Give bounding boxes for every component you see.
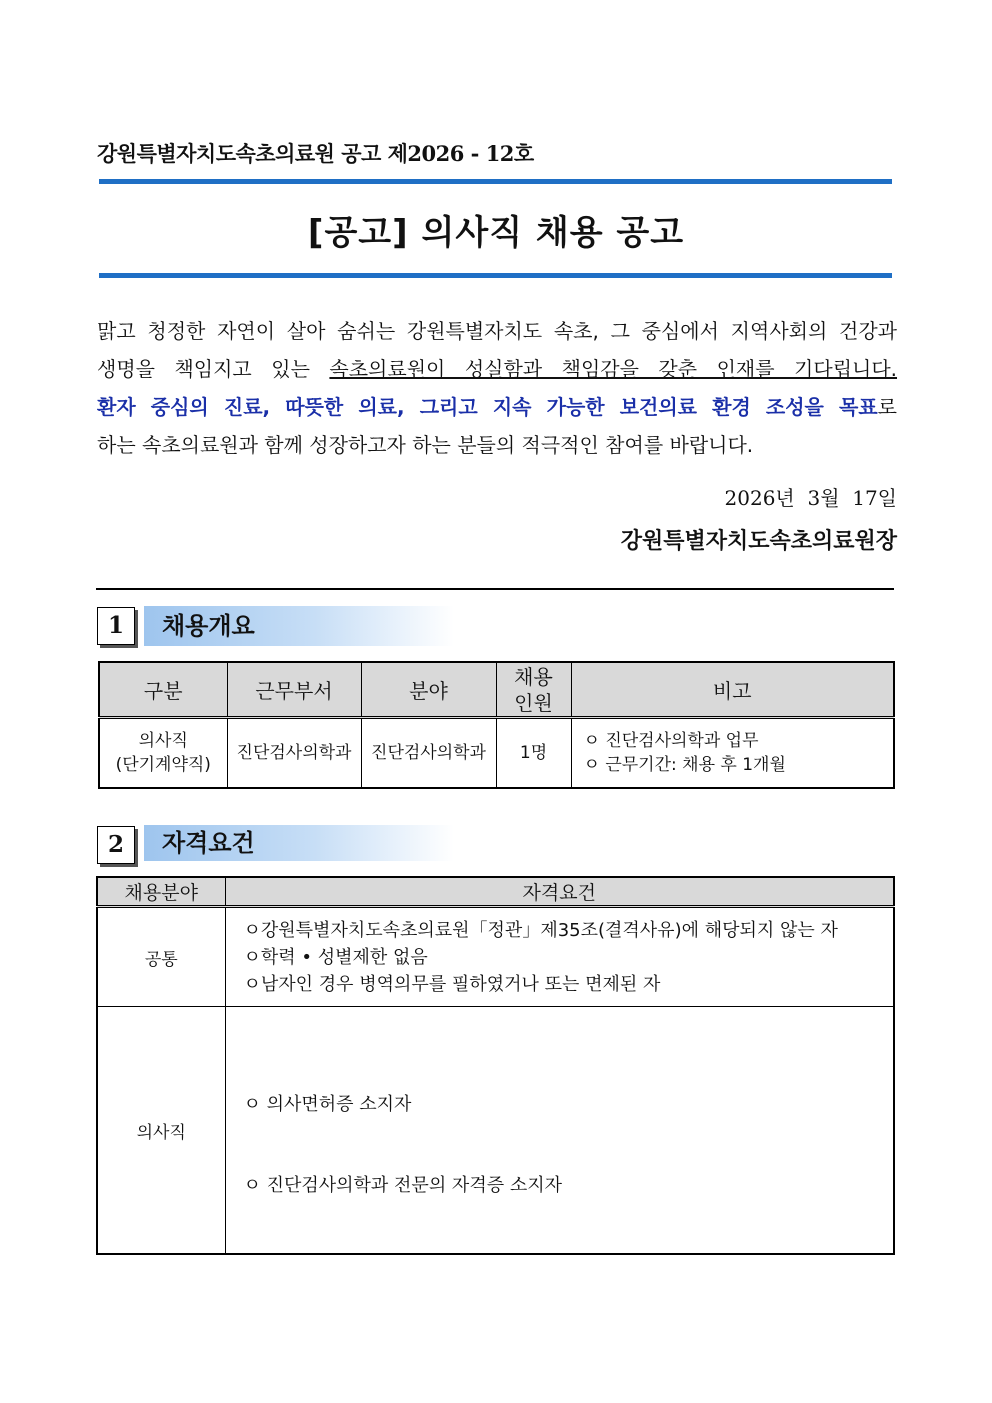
qualification-table	[96, 876, 895, 1255]
cell-type	[99, 718, 227, 789]
table-row	[97, 1007, 894, 1255]
table-row	[97, 907, 894, 1007]
intro-line-3	[97, 388, 897, 426]
header-qualification: 자격요건	[225, 877, 894, 907]
title-bottom-rule	[99, 273, 892, 278]
row-label-doctor: 의사직	[97, 1007, 225, 1255]
cell-notes	[571, 718, 894, 789]
section-2-title: 자격요건	[144, 825, 454, 861]
note-item: ㅇ 진단검사의학과 업무	[583, 731, 759, 751]
intro-line-4: 하는 속초의료원과 함께 성장하고자 하는 분들의 적극적인 참여를 바랍니다.	[97, 433, 754, 457]
cell-department: 진단검사의학과	[227, 718, 361, 789]
intro-line-2-underlined: 속초의료원이 성실함과 책임감을 갖춘 인재를 기다립니다.	[329, 357, 898, 381]
row-label-common: 공통	[97, 907, 225, 1007]
intro-line-2	[97, 350, 897, 388]
common-requirements	[225, 907, 894, 1007]
header-field: 분야	[361, 662, 496, 718]
header-type: 구분	[99, 662, 227, 718]
overview-table	[98, 661, 895, 789]
intro-paragraph	[97, 312, 897, 464]
overview-header-row	[99, 662, 894, 718]
requirement-item: ㅇ 진단검사의학과 전문의 자격증 소지자	[243, 1175, 562, 1196]
notice-date: 2026년 3월 17일	[724, 486, 897, 510]
note-item: ㅇ 근무기간: 채용 후 1개월	[583, 755, 786, 775]
requirement-item: ㅇ강원특별자치도속초의료원「정관」제35조(결격사유)에 해당되지 않는 자	[243, 919, 838, 941]
title-top-rule	[99, 179, 892, 184]
divider	[96, 588, 894, 590]
cell-field: 진단검사의학과	[361, 718, 496, 789]
doctor-requirements	[225, 1007, 894, 1255]
requirement-item: ㅇ학력 • 성별제한 없음	[243, 946, 428, 968]
header-recruit-field: 채용분야	[97, 877, 225, 907]
intro-line-3-rest: 로	[877, 395, 897, 419]
cell-type-line-1: 의사직	[138, 731, 188, 751]
requirement-item: ㅇ 의사면허증 소지자	[243, 1094, 412, 1115]
page-title: [공고] 의사직 채용 공고	[307, 213, 685, 253]
section-1-title: 채용개요	[144, 606, 454, 646]
header-count: 채용 인원	[496, 662, 571, 718]
intro-line-2-plain: 생명을 책임지고 있는	[97, 357, 330, 381]
cell-count: 1명	[496, 718, 571, 789]
section-1-number: 1	[97, 607, 135, 645]
header-department: 근무부서	[227, 662, 361, 718]
section-2-number: 2	[97, 826, 135, 864]
header-notes: 비고	[571, 662, 894, 718]
qualification-header-row	[97, 877, 894, 907]
intro-line-3-highlight: 환자 중심의 진료, 따뜻한 의료, 그리고 지속 가능한 보건의료 환경 조성을 목표	[97, 395, 878, 419]
requirement-item: ㅇ남자인 경우 병역의무를 필하였거나 또는 면제된 자	[243, 973, 661, 995]
notice-number: 강원특별자치도속초의료원 공고 제2026 - 12호	[97, 141, 534, 166]
signature: 강원특별자치도속초의료원장	[620, 528, 897, 554]
cell-type-line-2: (단기계약직)	[115, 755, 211, 775]
table-row	[99, 718, 894, 789]
intro-line-1: 맑고 청정한 자연이 살아 숨쉬는 강원특별자치도 속초, 그 중심에서 지역사회의 건강과	[97, 319, 897, 343]
